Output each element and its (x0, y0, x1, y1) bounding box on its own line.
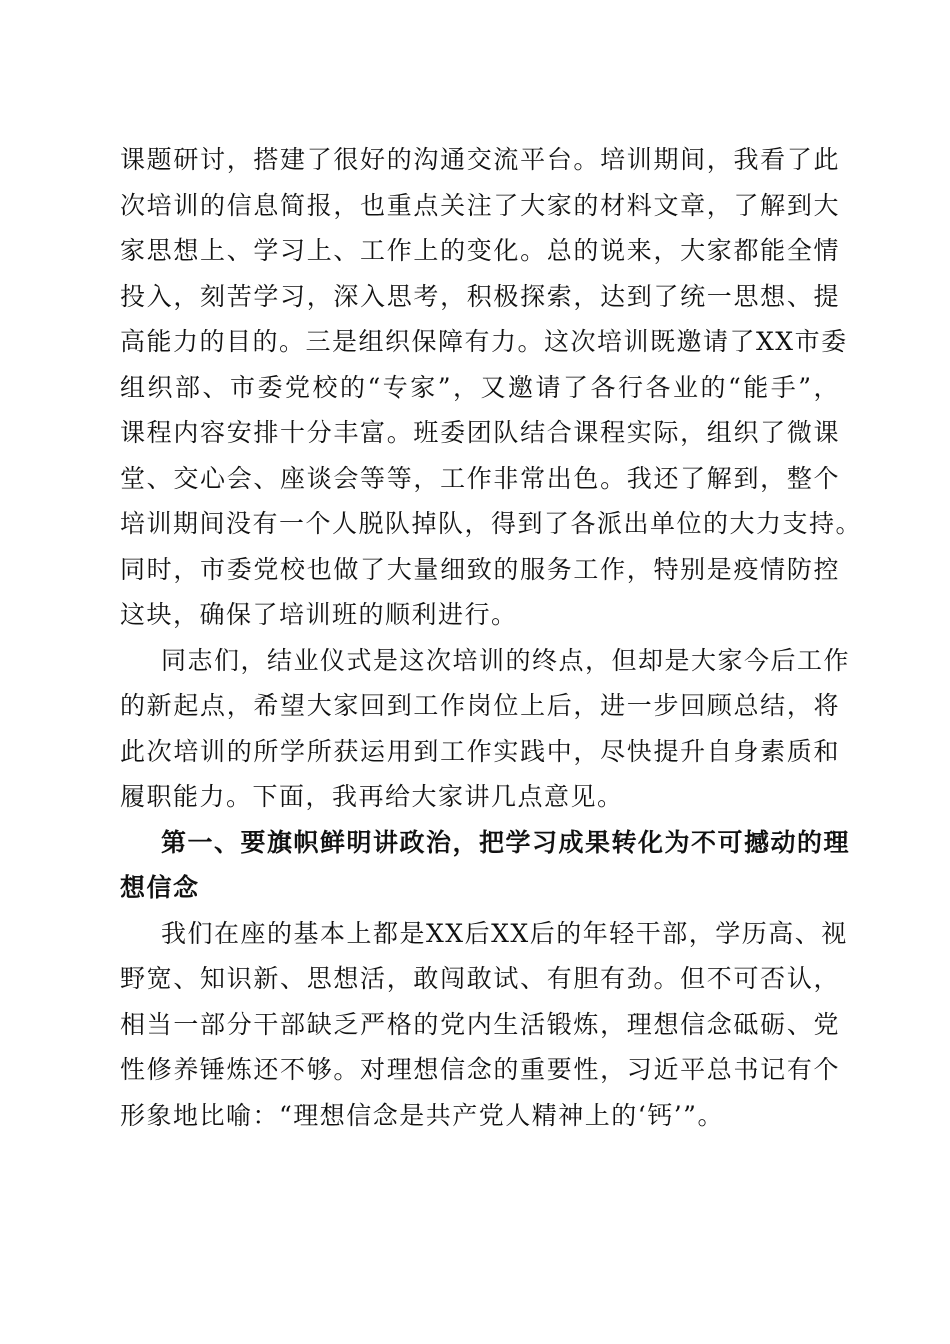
section-heading-first (120, 820, 851, 911)
heading-line: 第一、要旗帜鲜明讲政治，把学习成果转化为不可撼动的理 (161, 827, 851, 857)
document-body (120, 137, 863, 1138)
text-line: 性修养锤炼还不够。对理想信念的重要性，习近平总书记有个 (120, 1055, 840, 1084)
text-line: 课程内容安排十分丰富。班委团队结合课程实际，组织了微课 (120, 418, 840, 447)
paragraph-training-summary (120, 137, 863, 638)
text-line: 培训期间没有一个人脱队掉队，得到了各派出单位的大力支持。 (120, 509, 863, 538)
text-line: 家思想上、学习上、工作上的变化。总的说来，大家都能全情 (120, 236, 840, 265)
text-line: 堂、交心会、座谈会等等，工作非常出色。我还了解到，整个 (120, 463, 840, 493)
text-line: 野宽、知识新、思想活，敢闯敢试、有胆有劲。但不可否认， (120, 964, 840, 993)
paragraph-closing-remarks (120, 638, 851, 820)
text-line: 投入，刻苦学习，深入思考，积极探索，达到了统一思想、提 (120, 281, 840, 311)
text-line: 此次培训的所学所获运用到工作实践中，尽快提升自身素质和 (120, 736, 840, 766)
paragraph-ideals-beliefs (120, 911, 848, 1139)
text-line: 高能力的目的。三是组织保障有力。这次培训既邀请了XX市委 (120, 327, 848, 356)
text-line: 同志们，结业仪式是这次培训的终点，但却是大家今后工作 (161, 645, 851, 675)
text-line: 形象地比喻：“理想信念是共产党人精神上的‘钙’”。 (120, 1100, 724, 1130)
text-line: 同时，市委党校也做了大量细致的服务工作，特别是疫情防控 (120, 554, 840, 584)
text-line: 履职能力。下面，我再给大家讲几点意见。 (120, 782, 624, 811)
text-line: 我们在座的基本上都是XX后XX后的年轻干部，学历高、视 (161, 918, 848, 948)
text-line: 相当一部分干部缺乏严格的党内生活锻炼，理想信念砥砺、党 (120, 1009, 840, 1039)
text-line: 次培训的信息简报，也重点关注了大家的材料文章，了解到大 (120, 190, 840, 220)
text-line: 的新起点，希望大家回到工作岗位上后，进一步回顾总结，将 (120, 691, 840, 720)
heading-line: 想信念 (120, 873, 200, 902)
text-line: 课题研讨，搭建了很好的沟通交流平台。培训期间，我看了此 (120, 145, 840, 174)
text-line: 组织部、市委党校的“专家”，又邀请了各行各业的“能手”， (120, 372, 840, 402)
text-line: 这块，确保了培训班的顺利进行。 (120, 600, 518, 629)
